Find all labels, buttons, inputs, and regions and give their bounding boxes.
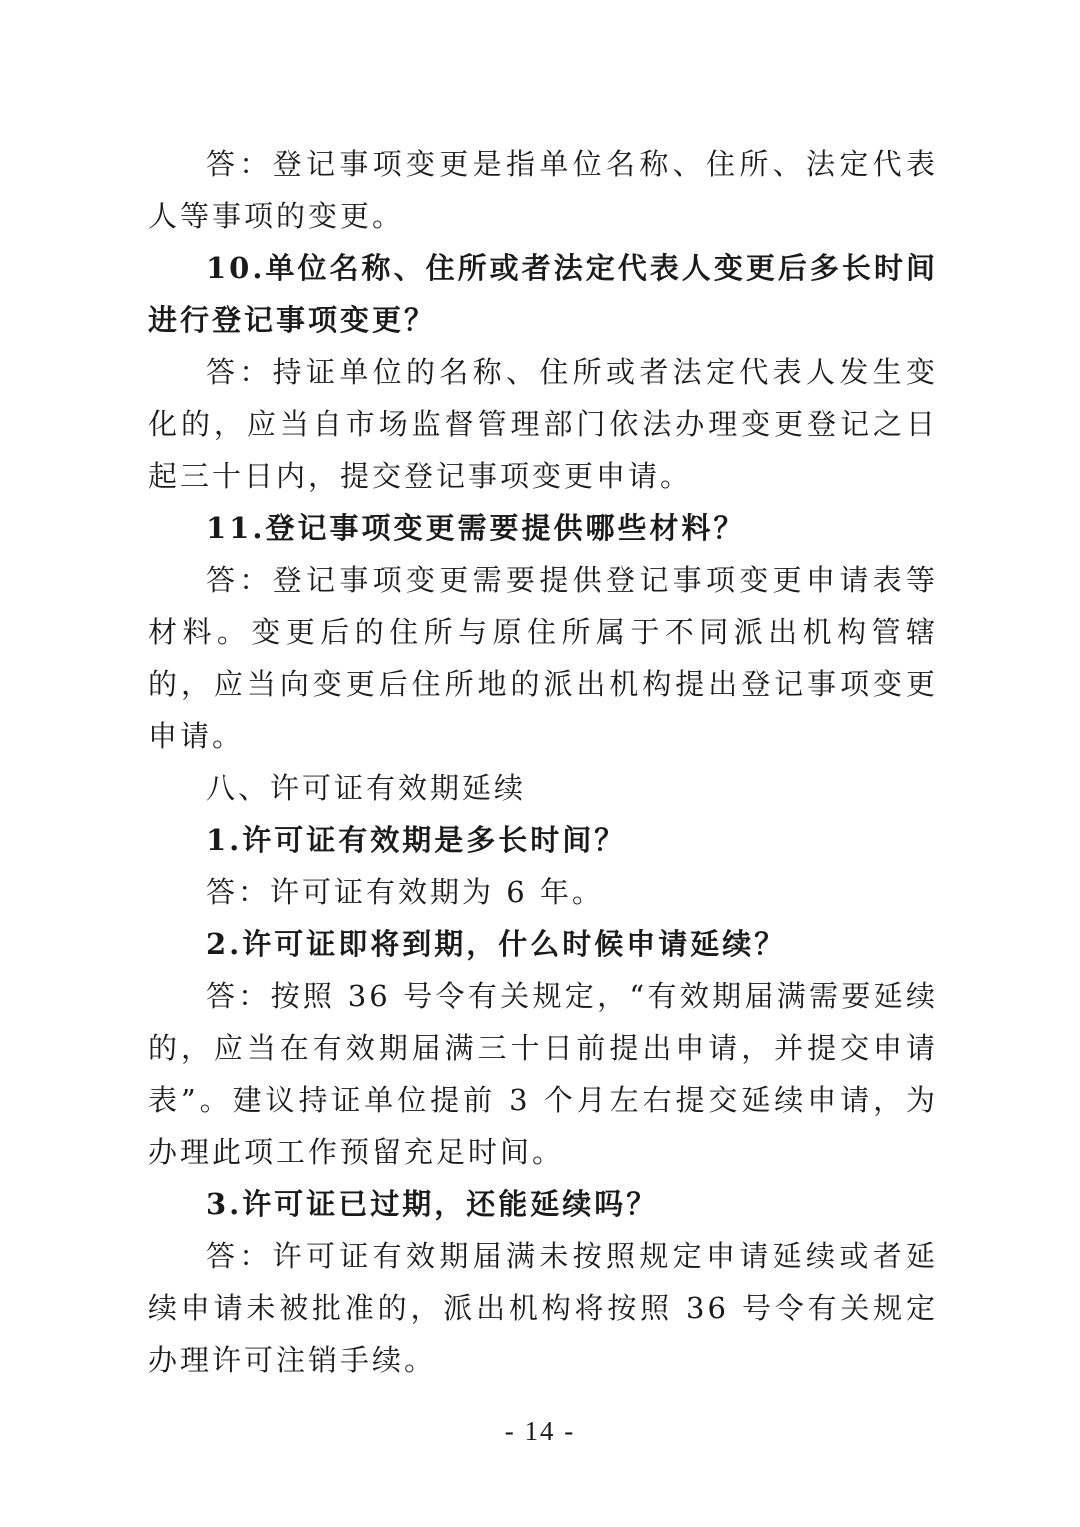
answer-paragraph: 答：按照 36 号令有关规定，“有效期届满需要延续的，应当在有效期届满三十日前提出申请，并提交申请表”。建议持证单位提前 3 个月左右提交延续申请，为办理此项工作预留充足时间。	[148, 979, 938, 1169]
question-heading: 2.许可证即将到期，什么时候申请延续？	[206, 927, 787, 961]
question-heading: 10.单位名称、住所或者法定代表人变更后多长时间进行登记事项变更？	[148, 251, 938, 337]
question-heading: 3.许可证已过期，还能延续吗？	[206, 1187, 659, 1221]
answer-paragraph: 答：登记事项变更需要提供登记事项变更申请表等材料。变更后的住所与原住所属于不同派出机构管辖的，应当向变更后住所地的派出机构提出登记事项变更申请。	[148, 563, 938, 753]
page-content	[148, 138, 938, 1386]
page-number: - 14 -	[504, 1416, 576, 1446]
question-heading: 11.登记事项变更需要提供哪些材料？	[206, 511, 746, 545]
answer-paragraph: 答：许可证有效期为 6 年。	[206, 875, 604, 909]
answer-paragraph: 答：持证单位的名称、住所或者法定代表人发生变化的，应当自市场监督管理部门依法办理变更登记之日起三十日内，提交登记事项变更申请。	[148, 355, 938, 493]
question-heading: 1.许可证有效期是多长时间？	[206, 823, 627, 857]
section-heading: 八、许可证有效期延续	[206, 771, 527, 805]
answer-paragraph: 答：登记事项变更是指单位名称、住所、法定代表人等事项的变更。	[148, 147, 938, 233]
answer-paragraph: 答：许可证有效期届满未按照规定申请延续或者延续申请未被批准的，派出机构将按照 36 号令有关规定办理许可注销手续。	[148, 1239, 938, 1377]
